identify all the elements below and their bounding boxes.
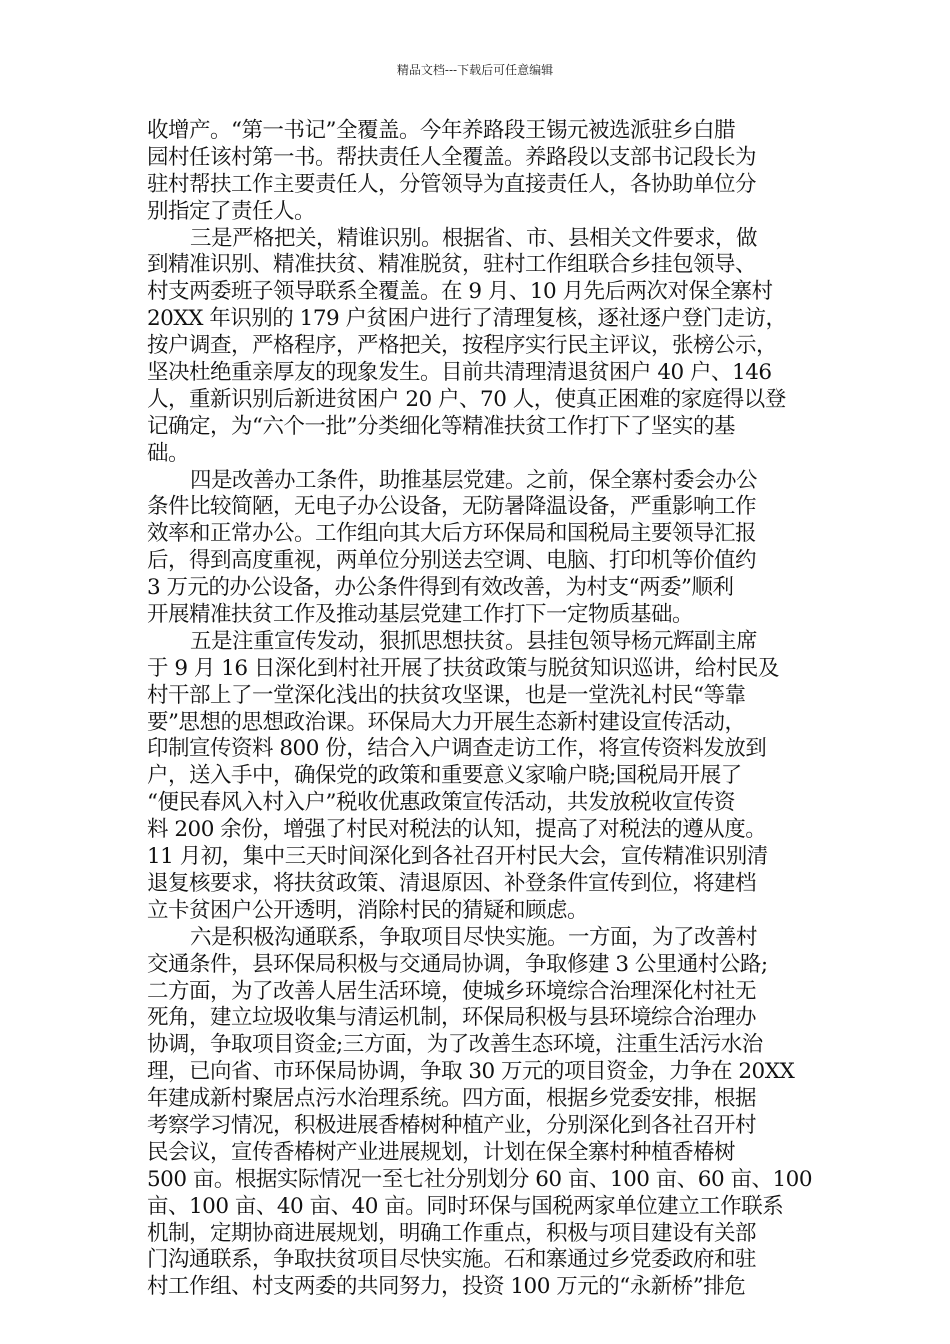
text-line: 收增产。“第一书记”全覆盖。今年养路段王锡元被选派驻乡白腊	[147, 118, 735, 143]
text-line: 民会议，宣传香椿树产业进展规划，计划在保全寨村种植香椿树	[147, 1139, 736, 1165]
text-line: 村支两委班子领导联系全覆盖。在 9 月、10 月先后两次对保全寨村	[147, 279, 773, 305]
text-line: 后，得到高度重视，两单位分别送去空调、电脑、打印机等价值约	[147, 548, 757, 574]
text-line: 协调，争取项目资金;三方面，为了改善生态环境，注重生活污水治	[147, 1032, 763, 1058]
text-line: 理，已向省、市环保局协调，争取 30 万元的项目资金，力争在 20XX	[147, 1059, 795, 1085]
text-line: 机制，定期协商进展规划，明确工作重点，积极与项目建设有关部	[147, 1220, 757, 1246]
text-line: 交通条件，县环保局积极与交通局协调，争取修建 3 公里通村公路;	[147, 951, 768, 977]
text-line: 退复核要求，将扶贫政策、清退原因、补登条件宣传到位，将建档	[147, 870, 757, 896]
text-line: 印制宣传资料 800 份，结合入户调查走访工作，将宣传资料发放到	[147, 736, 767, 762]
text-line: 别指定了责任人。	[147, 198, 316, 224]
text-line: 11 月初，集中三天时间深化到各社召开村民大会，宣传精准识别清	[147, 844, 768, 870]
text-line: 二方面，为了改善人居生活环境，使城乡环境综合治理深化村社无	[147, 978, 757, 1004]
text-line: 于 9 月 16 日深化到村社开展了扶贫政策与脱贫知识巡讲，给村民及	[147, 655, 779, 681]
paragraph-first-line: 四是改善办工条件，助推基层党建。之前，保全寨村委会办公	[190, 467, 758, 493]
text-line: 到精准识别、精准扶贫、精准脱贫，驻村工作组联合乡挂包领导、	[147, 252, 757, 278]
text-line: 记确定，为“六个一批”分类细化等精准扶贫工作打下了坚实的基	[147, 413, 735, 439]
text-line: 人，重新识别后新进贫困户 20 户、70 人，使真正困难的家庭得以登	[147, 386, 786, 412]
text-line: 开展精准扶贫工作及推动基层党建工作打下一定物质基础。	[147, 602, 694, 628]
paragraph-first-line: 六是积极沟通联系，争取项目尽快实施。一方面，为了改善村	[190, 924, 758, 950]
text-line: “便民春风入村入户”税收优惠政策宣传活动，共发放税收宣传资	[147, 790, 735, 816]
text-line: 园村任该村第一书。帮扶责任人全覆盖。养路段以支部书记段长为	[147, 144, 757, 170]
text-line: 础。	[147, 440, 190, 466]
paragraph-first-line: 三是严格把关，精谁识别。根据省、市、县相关文件要求，做	[190, 225, 758, 251]
page-header: 精品文档---下载后可任意编辑	[396, 63, 554, 77]
text-line: 考察学习情况，积极进展香椿树种植产业，分别深化到各社召开村	[147, 1112, 757, 1138]
text-line: 立卡贫困户公开透明，消除村民的猜疑和顾虑。	[147, 897, 589, 923]
text-line: 门沟通联系，争取扶贫项目尽快实施。石和寨通过乡党委政府和驻	[147, 1247, 757, 1273]
document-body	[147, 118, 812, 1301]
text-line: 500 亩。根据实际情况一至七社分别划分 60 亩、100 亩、60 亩、100	[147, 1166, 812, 1192]
text-line: 亩、100 亩、40 亩、40 亩。同时环保与国税两家单位建立工作联系	[147, 1193, 784, 1219]
text-line: 效率和正常办公。工作组向其大后方环保局和国税局主要领导汇报	[147, 521, 757, 547]
text-line: 年建成新村聚居点污水治理系统。四方面，根据乡党委安排，根据	[147, 1086, 757, 1112]
text-line: 村工作组、村支两委的共同努力，投资 100 万元的“永新桥”排危	[147, 1274, 746, 1300]
text-line: 驻村帮扶工作主要责任人，分管领导为直接责任人，各协助单位分	[147, 171, 757, 197]
text-line: 要”思想的思想政治课。环保局大力开展生态新村建设宣传活动，	[147, 709, 746, 735]
text-line: 村干部上了一堂深化浅出的扶贫攻坚课，也是一堂洗礼村民“等靠	[147, 682, 746, 708]
paragraph-first-line: 五是注重宣传发动，狠抓思想扶贫。县挂包领导杨元辉副主席	[190, 628, 758, 654]
text-line: 20XX 年识别的 179 户贫困户进行了清理复核，逐社逐户登门走访，	[147, 306, 787, 332]
text-line: 条件比较简陋，无电子办公设备，无防暑降温设备，严重影响工作	[147, 494, 757, 520]
text-line: 按户调查，严格程序，严格把关，按程序实行民主评议，张榜公示，	[147, 333, 778, 359]
text-line: 3 万元的办公设备，办公条件得到有效改善，为村支“两委”顺利	[147, 575, 734, 601]
text-line: 料 200 余份，增强了村民对税法的认知，提高了对税法的遵从度。	[147, 817, 767, 843]
text-line: 死角，建立垃圾收集与清运机制，环保局积极与县环境综合治理办	[147, 1005, 757, 1031]
text-line: 坚决杜绝重亲厚友的现象发生。目前共清理清退贫困户 40 户、146	[147, 360, 772, 386]
text-line: 户，送入手中，确保党的政策和重要意义家喻户晓;国税局开展了	[147, 763, 742, 789]
